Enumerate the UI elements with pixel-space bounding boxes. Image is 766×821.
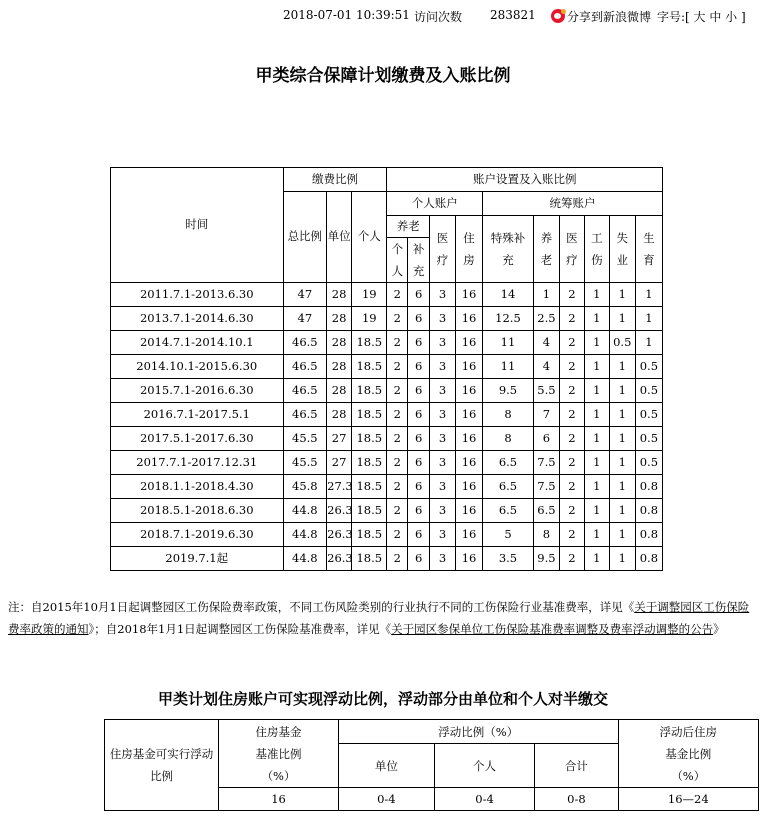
row-value-cell: 7.5: [533, 451, 559, 475]
visits-count: 283821: [490, 8, 536, 22]
row-value-cell: 0.5: [635, 403, 662, 427]
row-value-cell: 1: [609, 547, 635, 571]
row-value-cell: 27: [327, 427, 352, 451]
row-value-cell: 2: [387, 331, 408, 355]
row-value-cell: 7.5: [533, 475, 559, 499]
row-time-cell: 2018.5.1-2018.6.30: [111, 499, 284, 523]
row-value-cell: 5: [483, 523, 534, 547]
table-row: [111, 475, 663, 499]
row-value-cell: 3: [430, 379, 456, 403]
row-value-cell: 1: [584, 523, 609, 547]
row-value-cell: 16: [456, 331, 483, 355]
row-time-cell: 2016.7.1-2017.5.1: [111, 403, 284, 427]
row-value-cell: 2: [559, 355, 584, 379]
row-value-cell: 8: [483, 427, 534, 451]
row-value-cell: 28: [327, 379, 352, 403]
fontsize-label: 字号:: [657, 10, 686, 24]
row-value-cell: 1: [635, 283, 662, 307]
row-value-cell: 1: [609, 403, 635, 427]
row-value-cell: 16: [456, 451, 483, 475]
row-value-cell: 28: [327, 355, 352, 379]
row-value-cell: 6: [408, 499, 430, 523]
row-value-cell: 6: [408, 283, 430, 307]
policy-notice-link[interactable]: 关于调整园区工伤保险费率政策的通知: [8, 600, 750, 636]
share-weibo-link[interactable]: [551, 8, 651, 25]
row-value-cell: 16: [456, 403, 483, 427]
row-value-cell: 6: [408, 475, 430, 499]
row-value-cell: 2: [559, 283, 584, 307]
table-row: [111, 283, 663, 307]
table-row: [111, 547, 663, 571]
row-value-cell: 2: [559, 307, 584, 331]
value-base: 16: [219, 788, 339, 811]
table-row: [111, 331, 663, 355]
row-value-cell: 19: [352, 283, 387, 307]
row-value-cell: 6.5: [483, 451, 534, 475]
row-value-cell: 2: [387, 499, 408, 523]
row-value-cell: 4: [533, 331, 559, 355]
row-value-cell: 18.5: [352, 547, 387, 571]
row-value-cell: 3: [430, 403, 456, 427]
row-value-cell: 18.5: [352, 451, 387, 475]
row-value-cell: 6: [408, 355, 430, 379]
row-value-cell: 16: [456, 427, 483, 451]
section-title: 甲类计划住房账户可实现浮动比例，浮动部分由单位和个人对半缴交: [157, 690, 608, 708]
header-personal: 个 人: [387, 238, 408, 283]
row-value-cell: 27.3: [327, 475, 352, 499]
row-value-cell: 6: [408, 307, 430, 331]
row-value-cell: 7: [533, 403, 559, 427]
row-time-cell: 2013.7.1-2014.6.30: [111, 307, 284, 331]
row-value-cell: 6: [408, 331, 430, 355]
row-value-cell: 3.5: [483, 547, 534, 571]
row-value-cell: 28: [327, 283, 352, 307]
row-value-cell: 3: [430, 523, 456, 547]
header-total: 总比例: [283, 192, 327, 283]
row-value-cell: 1: [584, 451, 609, 475]
row-value-cell: 9.5: [533, 547, 559, 571]
contribution-table: [110, 167, 663, 571]
row-value-cell: 16: [456, 307, 483, 331]
row-value-cell: 11: [483, 331, 534, 355]
row-value-cell: 26.3: [327, 499, 352, 523]
header-housing: 住 房: [456, 216, 483, 283]
row-value-cell: 1: [609, 355, 635, 379]
fontsize-options[interactable]: [ 大 中 小 ]: [685, 10, 746, 24]
row-value-cell: 6.5: [483, 475, 534, 499]
row-value-cell: 16: [456, 499, 483, 523]
header-time: 时间: [111, 168, 284, 283]
row-value-cell: 28: [327, 403, 352, 427]
row-value-cell: 3: [430, 547, 456, 571]
row-value-cell: 16: [456, 355, 483, 379]
row-value-cell: 2: [387, 283, 408, 307]
table-row: [111, 379, 663, 403]
row-value-cell: 3: [430, 475, 456, 499]
row-value-cell: 6: [533, 427, 559, 451]
row-value-cell: 18.5: [352, 355, 387, 379]
row-value-cell: 11: [483, 355, 534, 379]
row-value-cell: 0.8: [635, 499, 662, 523]
row-value-cell: 3: [430, 331, 456, 355]
row-value-cell: 26.3: [327, 547, 352, 571]
row-value-cell: 2: [559, 547, 584, 571]
row-value-cell: 0.5: [609, 331, 635, 355]
table-row: [111, 499, 663, 523]
header-yanglao: 养老: [387, 216, 430, 238]
header-unemployment: 失 业: [609, 216, 635, 283]
visits-label: 访问次数: [414, 10, 463, 24]
value-person: 0-4: [434, 788, 534, 811]
row-value-cell: 45.5: [283, 451, 327, 475]
row-value-cell: 1: [584, 283, 609, 307]
row-value-cell: 44.8: [283, 499, 327, 523]
header-after: 浮动后住房 基金比例 （%）: [618, 720, 758, 788]
row-value-cell: 2: [559, 427, 584, 451]
fontsize-control[interactable]: [657, 8, 746, 25]
header-maternity: 生 育: [635, 216, 662, 283]
table-row: [111, 355, 663, 379]
row-value-cell: 0.8: [635, 523, 662, 547]
row-value-cell: 2: [559, 331, 584, 355]
row-value-cell: 3: [430, 355, 456, 379]
datetime: 2018-07-01 10:39:51: [283, 8, 410, 22]
header-medical: 医 疗: [430, 216, 456, 283]
row-value-cell: 2: [559, 403, 584, 427]
row-value-cell: 9.5: [483, 379, 534, 403]
row-value-cell: 1: [635, 331, 662, 355]
value-sum: 0-8: [535, 788, 618, 811]
row-value-cell: 44.8: [283, 547, 327, 571]
row-value-cell: 1: [609, 451, 635, 475]
row-value-cell: 8: [483, 403, 534, 427]
row-time-cell: 2018.7.1-2019.6.30: [111, 523, 284, 547]
row-value-cell: 45.8: [283, 475, 327, 499]
row-time-cell: 2019.7.1起: [111, 547, 284, 571]
row-value-cell: 3: [430, 451, 456, 475]
row-value-cell: 12.5: [483, 307, 534, 331]
header-injury: 工 伤: [584, 216, 609, 283]
row-value-cell: 0.8: [635, 475, 662, 499]
row-time-cell: 2017.5.1-2017.6.30: [111, 427, 284, 451]
row-value-cell: 2: [387, 523, 408, 547]
row-value-cell: 1: [609, 427, 635, 451]
row-value-cell: 47: [283, 283, 327, 307]
top-bar: [0, 6, 766, 26]
header-person: 个人: [434, 744, 534, 788]
row-value-cell: 6.5: [533, 499, 559, 523]
row-value-cell: 1: [584, 547, 609, 571]
header-personal-account: 个人账户: [387, 192, 483, 216]
row-value-cell: 28: [327, 331, 352, 355]
row-time-cell: 2015.7.1-2016.6.30: [111, 379, 284, 403]
row-value-cell: 0.8: [635, 547, 662, 571]
row-value-cell: 1: [584, 331, 609, 355]
row-value-cell: 16: [456, 379, 483, 403]
row-value-cell: 18.5: [352, 379, 387, 403]
row-value-cell: 3: [430, 307, 456, 331]
table-row: [111, 403, 663, 427]
row-value-cell: 2: [559, 475, 584, 499]
row-value-cell: 14: [483, 283, 534, 307]
table-row: [111, 307, 663, 331]
header-float: 浮动比例（%）: [338, 720, 618, 744]
header-jiaofei: 缴费比例: [283, 168, 387, 192]
row-value-cell: 3: [430, 427, 456, 451]
table-row: [111, 427, 663, 451]
row-value-cell: 1: [584, 403, 609, 427]
row-value-cell: 1: [609, 499, 635, 523]
row-value-cell: 2: [387, 379, 408, 403]
header-zhanghu: 账户设置及入账比例: [387, 168, 663, 192]
row-value-cell: 2: [559, 523, 584, 547]
row-value-cell: 27: [327, 451, 352, 475]
row-value-cell: 18.5: [352, 403, 387, 427]
row-value-cell: 3: [430, 283, 456, 307]
rate-adjust-link[interactable]: 关于园区参保单位工伤保险基准费率调整及费率浮动调整的公告: [391, 622, 714, 636]
row-value-cell: 1: [609, 475, 635, 499]
row-value-cell: 6: [408, 523, 430, 547]
row-value-cell: 2: [387, 451, 408, 475]
row-value-cell: 1: [584, 427, 609, 451]
row-value-cell: 16: [456, 475, 483, 499]
row-value-cell: 2: [387, 307, 408, 331]
row-value-cell: 1: [635, 307, 662, 331]
row-value-cell: 16: [456, 547, 483, 571]
row-value-cell: 26.3: [327, 523, 352, 547]
weibo-icon: [551, 9, 565, 23]
row-value-cell: 18.5: [352, 499, 387, 523]
row-value-cell: 8: [533, 523, 559, 547]
row-time-cell: 2017.7.1-2017.12.31: [111, 451, 284, 475]
row-value-cell: 18.5: [352, 427, 387, 451]
row-value-cell: 6: [408, 379, 430, 403]
row-value-cell: 2: [559, 499, 584, 523]
header-medical-pooled: 医 疗: [559, 216, 584, 283]
row-value-cell: 1: [584, 307, 609, 331]
row-time-cell: 2011.7.1-2013.6.30: [111, 283, 284, 307]
header-pension: 养 老: [533, 216, 559, 283]
row-value-cell: 1: [584, 499, 609, 523]
row-value-cell: 2: [559, 379, 584, 403]
row-value-cell: 1: [584, 379, 609, 403]
row-time-cell: 2018.1.1-2018.4.30: [111, 475, 284, 499]
row-value-cell: 6: [408, 403, 430, 427]
row-value-cell: 1: [609, 283, 635, 307]
row-value-cell: 46.5: [283, 403, 327, 427]
header-base: 住房基金 基准比例 （%）: [219, 720, 339, 788]
table-row: [111, 523, 663, 547]
footnote: 注：自2015年10月1日起调整园区工伤保险费率政策，不同工伤风险类别的行业执行不同的工伤保险行业基准费率，详见《关于调整园区工伤保险费率政策的通知》；自2018年1月1日起调整园区工伤保险基准费率，详见《关于园区参保单位工伤保险基准费率调整及费率浮动调整的公告》: [8, 600, 750, 636]
row-value-cell: 18.5: [352, 331, 387, 355]
row-value-cell: 18.5: [352, 523, 387, 547]
header-special: 特殊补 充: [483, 216, 534, 283]
row-value-cell: 6: [408, 427, 430, 451]
row-value-cell: 2: [387, 427, 408, 451]
row-value-cell: 46.5: [283, 379, 327, 403]
row-value-cell: 1: [609, 523, 635, 547]
header-unit: 单位: [338, 744, 434, 788]
row-value-cell: 28: [327, 307, 352, 331]
row-value-cell: 18.5: [352, 475, 387, 499]
row-value-cell: 3: [430, 499, 456, 523]
row-value-cell: 1: [533, 283, 559, 307]
value-after: 16—24: [618, 788, 758, 811]
row-value-cell: 1: [584, 475, 609, 499]
row-value-cell: 2: [387, 475, 408, 499]
header-pooled-account: 统筹账户: [483, 192, 663, 216]
row-value-cell: 2: [559, 451, 584, 475]
row-value-cell: 2: [387, 355, 408, 379]
header-sum: 合计: [535, 744, 618, 788]
row-time-cell: 2014.10.1-2015.6.30: [111, 355, 284, 379]
housing-float-table: [104, 719, 759, 811]
row-value-cell: 47: [283, 307, 327, 331]
row-value-cell: 0.5: [635, 451, 662, 475]
row-value-cell: 46.5: [283, 331, 327, 355]
row-value-cell: 6: [408, 547, 430, 571]
header-supplement: 补 充: [408, 238, 430, 283]
row-value-cell: 16: [456, 283, 483, 307]
row-value-cell: 0.5: [635, 427, 662, 451]
header-geren: 个人: [352, 192, 387, 283]
row-value-cell: 6: [408, 451, 430, 475]
row-value-cell: 45.5: [283, 427, 327, 451]
row-time-cell: 2014.7.1-2014.10.1: [111, 331, 284, 355]
row-value-cell: 1: [609, 379, 635, 403]
row-value-cell: 1: [609, 307, 635, 331]
row-value-cell: 4: [533, 355, 559, 379]
row-value-cell: 0.5: [635, 379, 662, 403]
row-value-cell: 2: [387, 547, 408, 571]
header-danwei: 单位: [327, 192, 352, 283]
share-label: 分享到新浪微博: [567, 10, 652, 24]
row-value-cell: 46.5: [283, 355, 327, 379]
row-value-cell: 2.5: [533, 307, 559, 331]
row-value-cell: 0.5: [635, 355, 662, 379]
row-value-cell: 44.8: [283, 523, 327, 547]
row-value-cell: 19: [352, 307, 387, 331]
value-unit: 0-4: [338, 788, 434, 811]
table-row: [111, 451, 663, 475]
row-value-cell: 2: [387, 403, 408, 427]
row-header: 住房基金可实行浮动比例: [105, 720, 219, 811]
row-value-cell: 6.5: [483, 499, 534, 523]
page-title: 甲类综合保障计划缴费及入账比例: [255, 66, 511, 86]
row-value-cell: 5.5: [533, 379, 559, 403]
row-value-cell: 1: [584, 355, 609, 379]
row-value-cell: 16: [456, 523, 483, 547]
